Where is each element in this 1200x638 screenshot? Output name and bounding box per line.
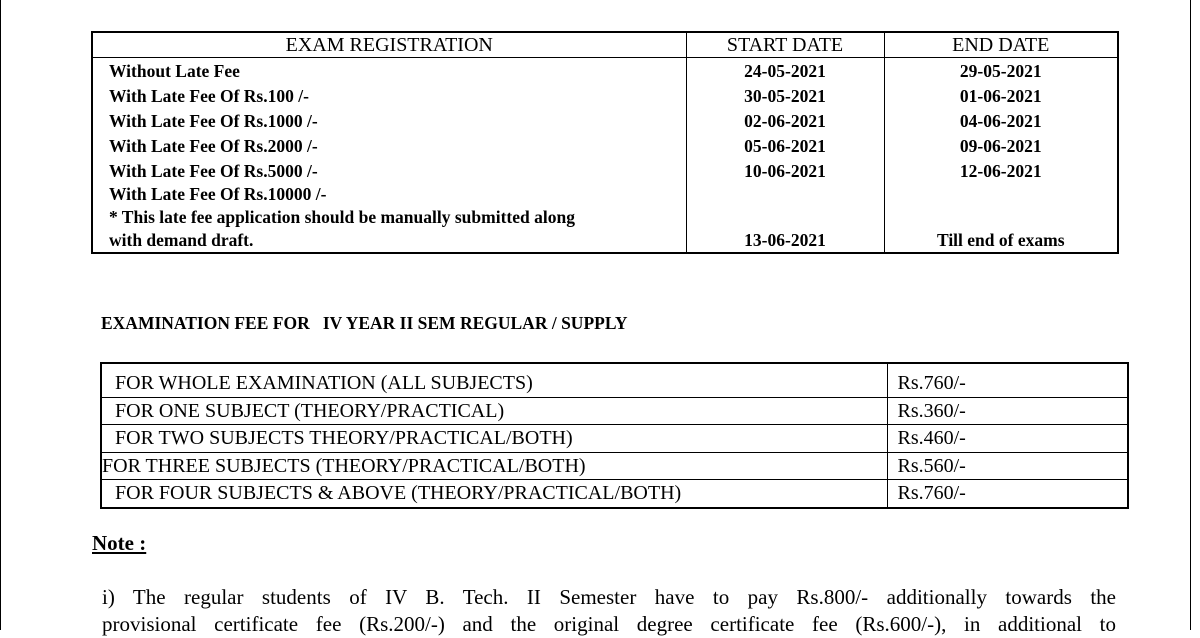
column-header-end-date: END DATE: [884, 32, 1118, 58]
fee-amount-cell: Rs.460/-: [887, 425, 1128, 453]
fee-type-cell: With Late Fee Of Rs.1000 /-: [92, 108, 686, 133]
table-row: [92, 108, 1118, 133]
note-paragraph-line: provisional certificate fee (Rs.200/-) and the original degree certificate fee (Rs.600/-), in additional to: [102, 612, 1116, 636]
start-date-cell: 10-06-2021: [686, 158, 884, 183]
table-row: [92, 183, 1118, 253]
start-date-cell: 05-06-2021: [686, 133, 884, 158]
table-row: [92, 158, 1118, 183]
examination-fee-table: [100, 362, 1129, 509]
end-date-cell: Till end of exams: [884, 183, 1118, 253]
fee-amount-cell: Rs.760/-: [887, 363, 1128, 397]
fee-description-cell: FOR FOUR SUBJECTS & ABOVE (THEORY/PRACTICAL/BOTH): [101, 480, 887, 508]
end-date-cell: 29-05-2021: [884, 58, 1118, 84]
start-date-cell: 13-06-2021: [686, 183, 884, 253]
fee-amount-cell: Rs.360/-: [887, 397, 1128, 425]
table-row: [101, 480, 1128, 508]
fee-amount-cell: Rs.760/-: [897, 482, 966, 504]
examination-fee-heading: EXAMINATION FEE FOR IV YEAR II SEM REGULAR / SUPPLY: [101, 313, 628, 333]
table-row: [101, 425, 1128, 453]
fee-type-cell: With Late Fee Of Rs.2000 /-: [92, 133, 686, 158]
page-left-edge: [0, 0, 1, 630]
table-row: [101, 397, 1128, 425]
fee-type-cell: With Late Fee Of Rs.5000 /-: [92, 158, 686, 183]
column-header-exam-registration: EXAM REGISTRATION: [92, 32, 686, 58]
note-heading: Note :: [92, 531, 147, 555]
end-date-cell: 04-06-2021: [884, 108, 1118, 133]
fee-description-cell: FOR WHOLE EXAMINATION (ALL SUBJECTS): [101, 363, 887, 397]
start-date-cell: 30-05-2021: [686, 83, 884, 108]
table-row: [92, 58, 1118, 84]
fee-description-cell: FOR TWO SUBJECTS THEORY/PRACTICAL/BOTH): [101, 425, 887, 453]
late-fee-remark-line: with demand draft.: [109, 230, 254, 250]
page-right-edge: [1190, 0, 1191, 630]
end-date-cell: 01-06-2021: [884, 83, 1118, 108]
fee-type-cell: Without Late Fee: [92, 58, 686, 84]
fee-type-cell: With Late Fee Of Rs.100 /-: [92, 83, 686, 108]
end-date-cell: 09-06-2021: [884, 133, 1118, 158]
table-header-row: [92, 32, 1118, 58]
table-row: [92, 133, 1118, 158]
fee-amount-cell: Rs.560/-: [887, 452, 1128, 480]
start-date-cell: 24-05-2021: [686, 58, 884, 84]
late-fee-remark-line: * This late fee application should be manually submitted along: [109, 207, 575, 227]
fee-description-cell: FOR ONE SUBJECT (THEORY/PRACTICAL): [101, 397, 887, 425]
fee-description-cell: FOR THREE SUBJECTS (THEORY/PRACTICAL/BOTH): [101, 452, 887, 480]
note-paragraph-line: i) The regular students of IV B. Tech. II Semester have to pay Rs.800/- additionally towards the: [102, 585, 1116, 609]
start-date-cell: 02-06-2021: [686, 108, 884, 133]
fee-type-line: With Late Fee Of Rs.10000 /-: [109, 184, 327, 204]
exam-registration-table: [91, 31, 1119, 254]
fee-type-cell: [92, 183, 686, 253]
table-row: [101, 363, 1128, 397]
column-header-start-date: START DATE: [686, 32, 884, 58]
table-row: [101, 452, 1128, 480]
table-row: [92, 83, 1118, 108]
end-date-cell: 12-06-2021: [884, 158, 1118, 183]
